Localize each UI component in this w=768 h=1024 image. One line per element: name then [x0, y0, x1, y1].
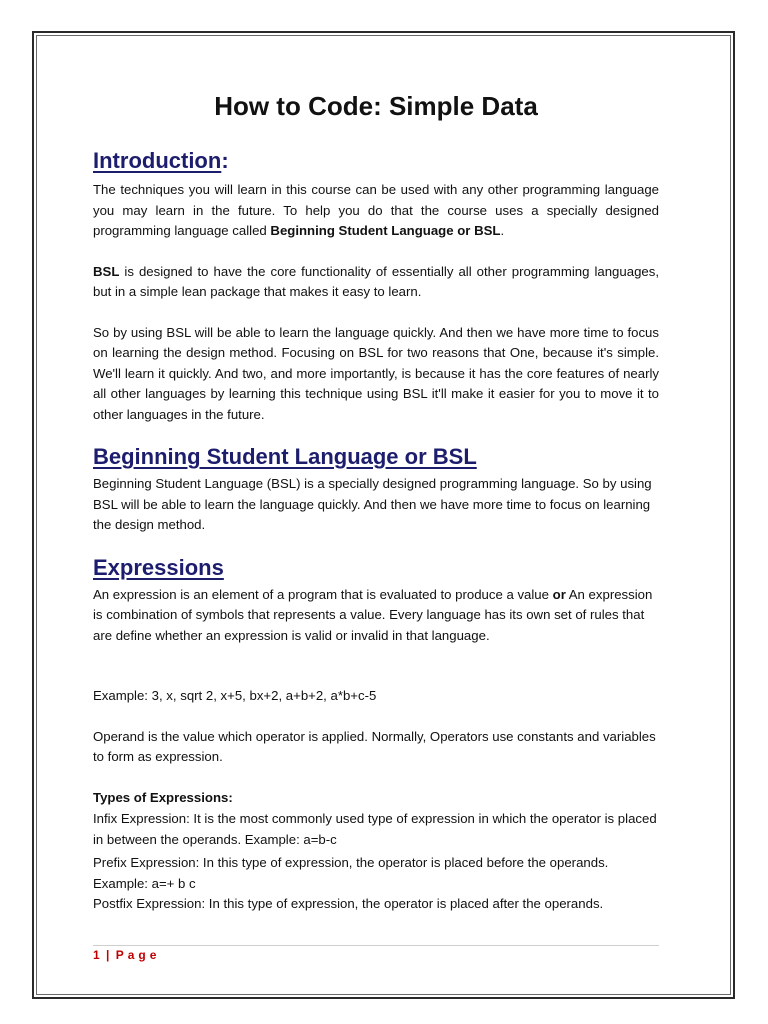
- operand-paragraph: Operand is the value which operator is applied. Normally, Operators use constants and variables to form as expression.: [93, 728, 656, 764]
- intro-p1-bold: Beginning Student Language or BSL: [270, 223, 501, 238]
- infix-expression: Infix Expression: It is the most commonly used type of expression in which the operator is placed in between the operands. Example: a=b-c: [93, 811, 657, 847]
- introduction-paragraph-3: So by using BSL will be able to learn the language quickly. And then we have more time to focus on learning the design method. Focusing on BSL for two reasons that One, because it's simple. We'll learn it quickly. And two, and more importantly, is because it has the core features of nearly all other languages by learning this technique using BSL it'll make it easier for you to move it to other languages in the future.: [93, 324, 659, 422]
- expressions-heading-text: Expressions: [93, 554, 224, 580]
- expressions-heading: [93, 553, 659, 583]
- expressions-example: Example: 3, x, sqrt 2, x+5, bx+2, a+b+2, a*b+c-5: [93, 688, 377, 703]
- expr-p1-bold: or: [552, 586, 566, 602]
- intro-p2-bold: BSL: [93, 263, 120, 279]
- intro-p2-text: is designed to have the core functionality of essentially all other programming languages, but in a simple lean package that makes it easy to learn.: [93, 263, 659, 299]
- types-of-expressions-heading: Types of Expressions:: [93, 789, 233, 805]
- introduction-heading: [93, 146, 659, 176]
- footer-divider: [93, 945, 659, 946]
- expr-p1-end: An expression is combination of symbols that represents a value. Every language has its own set of rules that are define whether an expression is valid or invalid in that language.: [93, 586, 653, 643]
- introduction-paragraph-1: [93, 180, 659, 242]
- bsl-paragraph: Beginning Student Language (BSL) is a specially designed programming language. So by using BSL will be able to learn the language quickly. And then we have more time to focus on learning the design method.: [93, 476, 652, 532]
- page-footer: [93, 948, 160, 962]
- footer-separator: |: [106, 948, 110, 962]
- intro-p1-end: .: [500, 223, 505, 238]
- page-title: How to Code: Simple Data: [214, 91, 538, 121]
- page-label: Page: [115, 948, 161, 962]
- postfix-expression: Postfix Expression: In this type of expression, the operator is placed after the operands.: [93, 896, 604, 911]
- page-number: 1: [93, 948, 101, 962]
- prefix-expression: Prefix Expression: In this type of expression, the operator is placed before the operands. Example: a=+ b c: [93, 855, 609, 891]
- expressions-paragraph-1: [93, 585, 659, 647]
- introduction-heading-colon: :: [221, 148, 229, 173]
- intro-p1-text: The techniques you will learn in this course can be used with any other programming language you may learn in the future. To help you do that the course uses a specially designed programming language called: [93, 182, 659, 238]
- expr-p1-text: An expression is an element of a program that is evaluated to produce a value: [93, 586, 553, 602]
- page-content: [93, 88, 659, 915]
- bsl-heading: [93, 442, 659, 472]
- bsl-heading-text: Beginning Student Language or BSL: [93, 444, 477, 469]
- introduction-heading-text: Introduction: [93, 148, 222, 173]
- introduction-paragraph-2: [93, 262, 659, 303]
